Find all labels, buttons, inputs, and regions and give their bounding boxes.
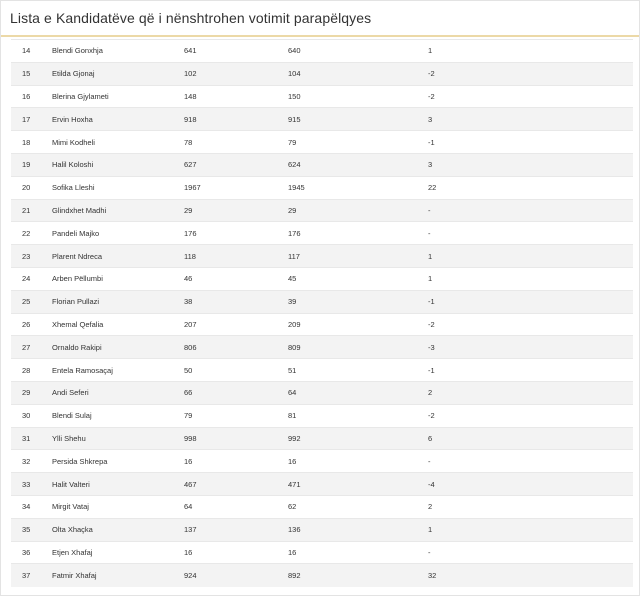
candidate-name: Etjen Xhafaj bbox=[52, 541, 184, 564]
votes-first: 79 bbox=[184, 404, 288, 427]
votes-first: 137 bbox=[184, 518, 288, 541]
table-row bbox=[11, 222, 633, 245]
votes-first: 46 bbox=[184, 267, 288, 290]
table-row bbox=[11, 131, 633, 154]
votes-first: 102 bbox=[184, 62, 288, 85]
votes-difference: 2 bbox=[428, 381, 633, 404]
table-row bbox=[11, 290, 633, 313]
votes-first: 1967 bbox=[184, 176, 288, 199]
votes-difference: 3 bbox=[428, 108, 633, 131]
votes-second: 471 bbox=[288, 473, 428, 496]
table-row bbox=[11, 40, 633, 63]
candidate-number: 25 bbox=[11, 290, 52, 313]
candidate-number: 26 bbox=[11, 313, 52, 336]
votes-second: 809 bbox=[288, 336, 428, 359]
candidate-number: 22 bbox=[11, 222, 52, 245]
candidate-number: 15 bbox=[11, 62, 52, 85]
votes-first: 641 bbox=[184, 40, 288, 63]
votes-first: 50 bbox=[184, 359, 288, 382]
votes-difference: -1 bbox=[428, 131, 633, 154]
votes-first: 148 bbox=[184, 85, 288, 108]
candidate-name: Plarent Ndreca bbox=[52, 245, 184, 268]
votes-difference: - bbox=[428, 450, 633, 473]
votes-second: 176 bbox=[288, 222, 428, 245]
candidate-number: 33 bbox=[11, 473, 52, 496]
votes-second: 1945 bbox=[288, 176, 428, 199]
table-row bbox=[11, 62, 633, 85]
candidate-name: Olta Xhaçka bbox=[52, 518, 184, 541]
table-row bbox=[11, 245, 633, 268]
table-row bbox=[11, 473, 633, 496]
table-row bbox=[11, 85, 633, 108]
table-row bbox=[11, 427, 633, 450]
votes-second: 640 bbox=[288, 40, 428, 63]
votes-difference: - bbox=[428, 541, 633, 564]
votes-difference: 1 bbox=[428, 267, 633, 290]
candidate-name: Blendi Gonxhja bbox=[52, 40, 184, 63]
table-row bbox=[11, 336, 633, 359]
votes-difference: -3 bbox=[428, 336, 633, 359]
votes-second: 624 bbox=[288, 153, 428, 176]
candidate-name: Arben Pëllumbi bbox=[52, 267, 184, 290]
votes-first: 207 bbox=[184, 313, 288, 336]
candidate-number: 19 bbox=[11, 153, 52, 176]
candidate-number: 21 bbox=[11, 199, 52, 222]
table-row bbox=[11, 267, 633, 290]
candidate-number: 31 bbox=[11, 427, 52, 450]
votes-difference: -2 bbox=[428, 404, 633, 427]
table-row bbox=[11, 359, 633, 382]
candidate-number: 36 bbox=[11, 541, 52, 564]
candidate-name: Andi Seferi bbox=[52, 381, 184, 404]
votes-second: 29 bbox=[288, 199, 428, 222]
votes-difference: -1 bbox=[428, 290, 633, 313]
votes-first: 64 bbox=[184, 495, 288, 518]
votes-second: 64 bbox=[288, 381, 428, 404]
candidate-number: 34 bbox=[11, 495, 52, 518]
votes-second: 45 bbox=[288, 267, 428, 290]
votes-second: 16 bbox=[288, 450, 428, 473]
votes-difference: -2 bbox=[428, 85, 633, 108]
candidates-table-wrap bbox=[11, 39, 633, 587]
votes-first: 29 bbox=[184, 199, 288, 222]
candidate-number: 27 bbox=[11, 336, 52, 359]
candidate-number: 32 bbox=[11, 450, 52, 473]
votes-first: 78 bbox=[184, 131, 288, 154]
candidates-table-body bbox=[11, 40, 633, 587]
votes-second: 39 bbox=[288, 290, 428, 313]
votes-first: 176 bbox=[184, 222, 288, 245]
votes-second: 79 bbox=[288, 131, 428, 154]
votes-difference: 2 bbox=[428, 495, 633, 518]
candidate-number: 16 bbox=[11, 85, 52, 108]
votes-first: 16 bbox=[184, 541, 288, 564]
table-row bbox=[11, 541, 633, 564]
candidate-number: 29 bbox=[11, 381, 52, 404]
table-row bbox=[11, 518, 633, 541]
votes-difference: - bbox=[428, 222, 633, 245]
candidate-name: Halil Koloshi bbox=[52, 153, 184, 176]
votes-difference: 3 bbox=[428, 153, 633, 176]
candidate-name: Fatmir Xhafaj bbox=[52, 564, 184, 587]
votes-difference: -4 bbox=[428, 473, 633, 496]
votes-second: 51 bbox=[288, 359, 428, 382]
votes-second: 892 bbox=[288, 564, 428, 587]
candidate-name: Ornaldo Rakipi bbox=[52, 336, 184, 359]
votes-first: 38 bbox=[184, 290, 288, 313]
panel-header bbox=[1, 1, 639, 37]
votes-first: 467 bbox=[184, 473, 288, 496]
candidate-name: Persida Shkrepa bbox=[52, 450, 184, 473]
candidate-name: Florian Pullazi bbox=[52, 290, 184, 313]
candidate-name: Etilda Gjonaj bbox=[52, 62, 184, 85]
candidates-table bbox=[11, 39, 633, 587]
votes-second: 81 bbox=[288, 404, 428, 427]
candidate-number: 24 bbox=[11, 267, 52, 290]
votes-second: 117 bbox=[288, 245, 428, 268]
candidate-name: Blendi Sulaj bbox=[52, 404, 184, 427]
votes-first: 918 bbox=[184, 108, 288, 131]
candidate-number: 17 bbox=[11, 108, 52, 131]
votes-second: 62 bbox=[288, 495, 428, 518]
votes-first: 118 bbox=[184, 245, 288, 268]
candidate-name: Ylli Shehu bbox=[52, 427, 184, 450]
candidate-number: 23 bbox=[11, 245, 52, 268]
votes-difference: -2 bbox=[428, 62, 633, 85]
table-row bbox=[11, 176, 633, 199]
table-row bbox=[11, 153, 633, 176]
votes-first: 998 bbox=[184, 427, 288, 450]
candidate-number: 20 bbox=[11, 176, 52, 199]
votes-difference: -1 bbox=[428, 359, 633, 382]
votes-second: 992 bbox=[288, 427, 428, 450]
votes-first: 627 bbox=[184, 153, 288, 176]
votes-second: 104 bbox=[288, 62, 428, 85]
table-row bbox=[11, 450, 633, 473]
table-row bbox=[11, 108, 633, 131]
votes-difference: 1 bbox=[428, 518, 633, 541]
table-row bbox=[11, 313, 633, 336]
votes-difference: 32 bbox=[428, 564, 633, 587]
votes-second: 16 bbox=[288, 541, 428, 564]
votes-difference: 1 bbox=[428, 40, 633, 63]
votes-difference: 22 bbox=[428, 176, 633, 199]
candidate-number: 18 bbox=[11, 131, 52, 154]
candidate-number: 35 bbox=[11, 518, 52, 541]
table-row bbox=[11, 199, 633, 222]
votes-first: 16 bbox=[184, 450, 288, 473]
votes-first: 806 bbox=[184, 336, 288, 359]
panel-title: Lista e Kandidatëve që i nënshtrohen votimit parapëlqyes bbox=[10, 10, 372, 26]
candidate-name: Mirgit Vataj bbox=[52, 495, 184, 518]
votes-first: 924 bbox=[184, 564, 288, 587]
candidate-name: Xhemal Qefalia bbox=[52, 313, 184, 336]
votes-second: 150 bbox=[288, 85, 428, 108]
votes-difference: - bbox=[428, 199, 633, 222]
votes-difference: -2 bbox=[428, 313, 633, 336]
candidate-number: 28 bbox=[11, 359, 52, 382]
candidate-number: 30 bbox=[11, 404, 52, 427]
table-row bbox=[11, 564, 633, 587]
candidate-number: 37 bbox=[11, 564, 52, 587]
candidate-name: Entela Ramosaçaj bbox=[52, 359, 184, 382]
votes-second: 915 bbox=[288, 108, 428, 131]
votes-difference: 1 bbox=[428, 245, 633, 268]
candidate-name: Pandeli Majko bbox=[52, 222, 184, 245]
votes-second: 209 bbox=[288, 313, 428, 336]
candidate-name: Blerina Gjylameti bbox=[52, 85, 184, 108]
candidate-name: Ervin Hoxha bbox=[52, 108, 184, 131]
table-row bbox=[11, 381, 633, 404]
candidate-name: Glindxhet Madhi bbox=[52, 199, 184, 222]
votes-second: 136 bbox=[288, 518, 428, 541]
candidate-name: Halit Valteri bbox=[52, 473, 184, 496]
votes-first: 66 bbox=[184, 381, 288, 404]
candidate-name: Sofika Lleshi bbox=[52, 176, 184, 199]
candidate-number: 14 bbox=[11, 40, 52, 63]
votes-difference: 6 bbox=[428, 427, 633, 450]
table-row bbox=[11, 404, 633, 427]
candidate-name: Mimi Kodheli bbox=[52, 131, 184, 154]
table-row bbox=[11, 495, 633, 518]
